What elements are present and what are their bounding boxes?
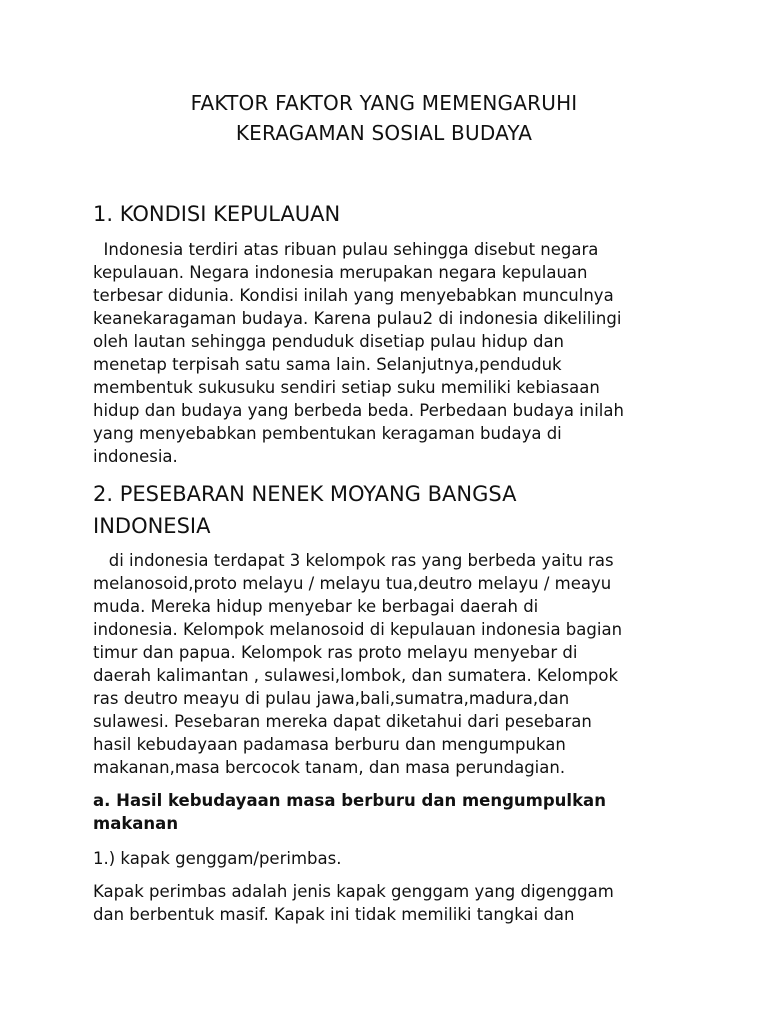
paragraph-line: ras deutro meayu di pulau jawa,bali,sumatra,madura,dan	[93, 689, 570, 708]
paragraph-line: terbesar didunia. Kondisi inilah yang menyebabkan munculnya	[93, 286, 614, 305]
paragraph-line: indonesia.	[93, 447, 178, 466]
heading-line: INDONESIA	[93, 514, 211, 538]
paragraph-line: muda. Mereka hidup menyebar ke berbagai daerah di	[93, 597, 539, 616]
subsection-a-paragraph	[93, 880, 693, 926]
section-1-paragraph	[93, 238, 693, 468]
paragraph-line: oleh lautan sehingga penduduk disetiap pulau hidup dan	[93, 332, 565, 351]
paragraph-line: Indonesia terdiri atas ribuan pulau sehingga disebut negara	[93, 240, 599, 259]
section-1-heading: 1. KONDISI KEPULAUAN	[93, 202, 341, 226]
heading-line: 2. PESEBARAN NENEK MOYANG BANGSA	[93, 482, 517, 506]
paragraph-line: daerah kalimantan , sulawesi,lombok, dan sumatera. Kelompok	[93, 666, 619, 685]
heading-line: a. Hasil kebudayaan masa berburu dan mengumpulkan	[93, 791, 606, 810]
paragraph-line: timur dan papua. Kelompok ras proto melayu menyebar di	[93, 643, 578, 662]
document-title	[0, 88, 768, 148]
paragraph-line: hidup dan budaya yang berbeda beda. Perbedaan budaya inilah	[93, 401, 624, 420]
paragraph-line: kepulauan. Negara indonesia merupakan negara kepulauan	[93, 263, 588, 282]
section-2-heading	[93, 478, 693, 542]
paragraph-line: di indonesia terdapat 3 kelompok ras yang berbeda yaitu ras	[93, 551, 614, 570]
paragraph-line: menetap terpisah satu sama lain. Selanjutnya,penduduk	[93, 355, 562, 374]
paragraph-line: keanekaragaman budaya. Karena pulau2 di indonesia dikelilingi	[93, 309, 622, 328]
paragraph-line: membentuk sukusuku sendiri setiap suku memiliki kebiasaan	[93, 378, 600, 397]
title-line-2: KERAGAMAN SOSIAL BUDAYA	[235, 121, 533, 145]
paragraph-line: dan berbentuk masif. Kapak ini tidak memiliki tangkai dan	[93, 905, 575, 924]
list-item-1: 1.) kapak genggam/perimbas.	[93, 849, 342, 868]
paragraph-line: yang menyebabkan pembentukan keragaman budaya di	[93, 424, 562, 443]
title-line-1: FAKTOR FAKTOR YANG MEMENGARUHI	[190, 91, 578, 115]
subsection-a-heading	[93, 789, 693, 835]
paragraph-line: makanan,masa bercocok tanam, dan masa perundagian.	[93, 758, 566, 777]
paragraph-line: sulawesi. Pesebaran mereka dapat diketahui dari pesebaran	[93, 712, 592, 731]
paragraph-line: Kapak perimbas adalah jenis kapak genggam yang digenggam	[93, 882, 614, 901]
paragraph-line: hasil kebudayaan padamasa berburu dan mengumpukan	[93, 735, 566, 754]
heading-line: makanan	[93, 814, 179, 833]
section-2-paragraph	[93, 549, 693, 779]
paragraph-line: indonesia. Kelompok melanosoid di kepulauan indonesia bagian	[93, 620, 623, 639]
paragraph-line: melanosoid,proto melayu / melayu tua,deutro melayu / meayu	[93, 574, 612, 593]
